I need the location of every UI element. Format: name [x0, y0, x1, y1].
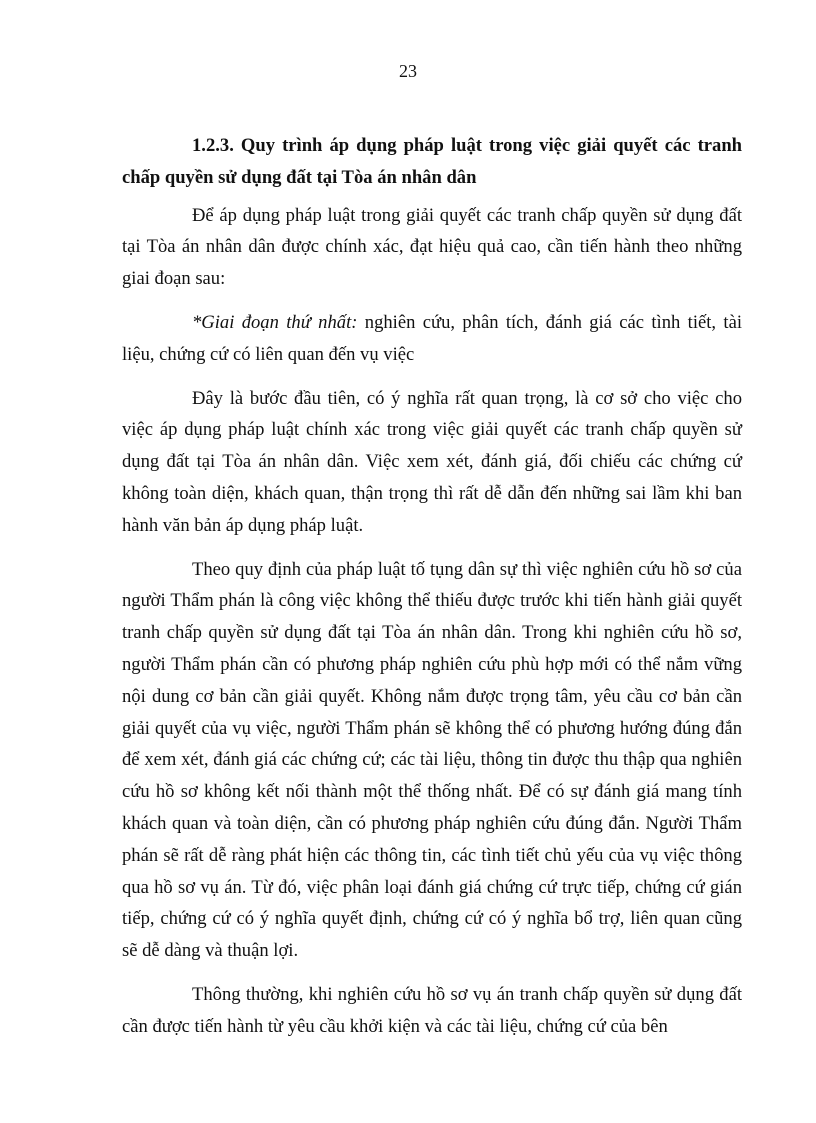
- paragraph-usually: Thông thường, khi nghiên cứu hồ sơ vụ án tranh chấp quyền sử dụng đất cần được tiến hành từ yêu cầu khởi kiện và các tài liệu, chứng cứ của bên: [122, 983, 742, 1037]
- paragraph-judge-research: Theo quy định của pháp luật tố tụng dân sự thì việc nghiên cứu hồ sơ của người Thẩm phán là công việc không thể thiếu được trước khi tiến hành giải quyết tranh chấp quyền sử dụng đất tại Tòa án nhân dân. Trong khi nghiên cứu hồ sơ, người Thẩm phán cần có phương pháp nghiên cứu phù hợp mới có thể nắm vững nội dung cơ bản cần giải quyết. Không nắm được trọng tâm, yêu cầu cơ bản cần giải quyết của vụ việc, người Thẩm phán sẽ không thể có phương hướng đúng đắn để xem xét, đánh giá các chứng cứ; các tài liệu, thông tin được thu thập qua nghiên cứu hồ sơ không kết nối thành một thể thống nhất. Để có sự đánh giá mang tính khách quan và toàn diện, cần có phương pháp nghiên cứu đúng đắn. Người Thẩm phán sẽ rất dễ ràng phát hiện các thông tin, các tình tiết chủ yếu của vụ việc thông qua hồ sơ vụ án. Từ đó, việc phân loại đánh giá chứng cứ trực tiếp, chứng cứ gián tiếp, chứng cứ có ý nghĩa quyết định, chứng cứ có ý nghĩa bổ trợ, liên quan cũng sẽ dễ dàng và thuận lợi.: [122, 558, 742, 962]
- stage-one-label: *Giai đoạn thứ nhất:: [192, 311, 358, 333]
- paragraph-first-step: Đây là bước đầu tiên, có ý nghĩa rất quan trọng, là cơ sở cho việc cho việc áp dụng pháp luật chính xác trong việc giải quyết các tranh chấp quyền sử dụng đất tại Tòa án nhân dân. Việc xem xét, đánh giá, đối chiếu các chứng cứ không toàn diện, khách quan, thận trọng thì rất dễ dẫn đến những sai lầm khi ban hành văn bản áp dụng pháp luật.: [122, 387, 742, 536]
- paragraph-stage-one: [122, 307, 742, 371]
- stage-one-text: nghiên cứu, phân tích, đánh giá các tình tiết, tài liệu, chứng cứ có liên quan đến vụ việc: [122, 311, 742, 365]
- document-body: [122, 130, 742, 1055]
- section-heading: 1.2.3. Quy trình áp dụng pháp luật trong việc giải quyết các tranh chấp quyền sử dụng đất tại Tòa án nhân dân: [122, 135, 742, 188]
- page-number: 23: [399, 61, 417, 81]
- paragraph-intro: Để áp dụng pháp luật trong giải quyết các tranh chấp quyền sử dụng đất tại Tòa án nhân dân được chính xác, đạt hiệu quả cao, cần tiến hành theo những giai đoạn sau:: [122, 204, 742, 290]
